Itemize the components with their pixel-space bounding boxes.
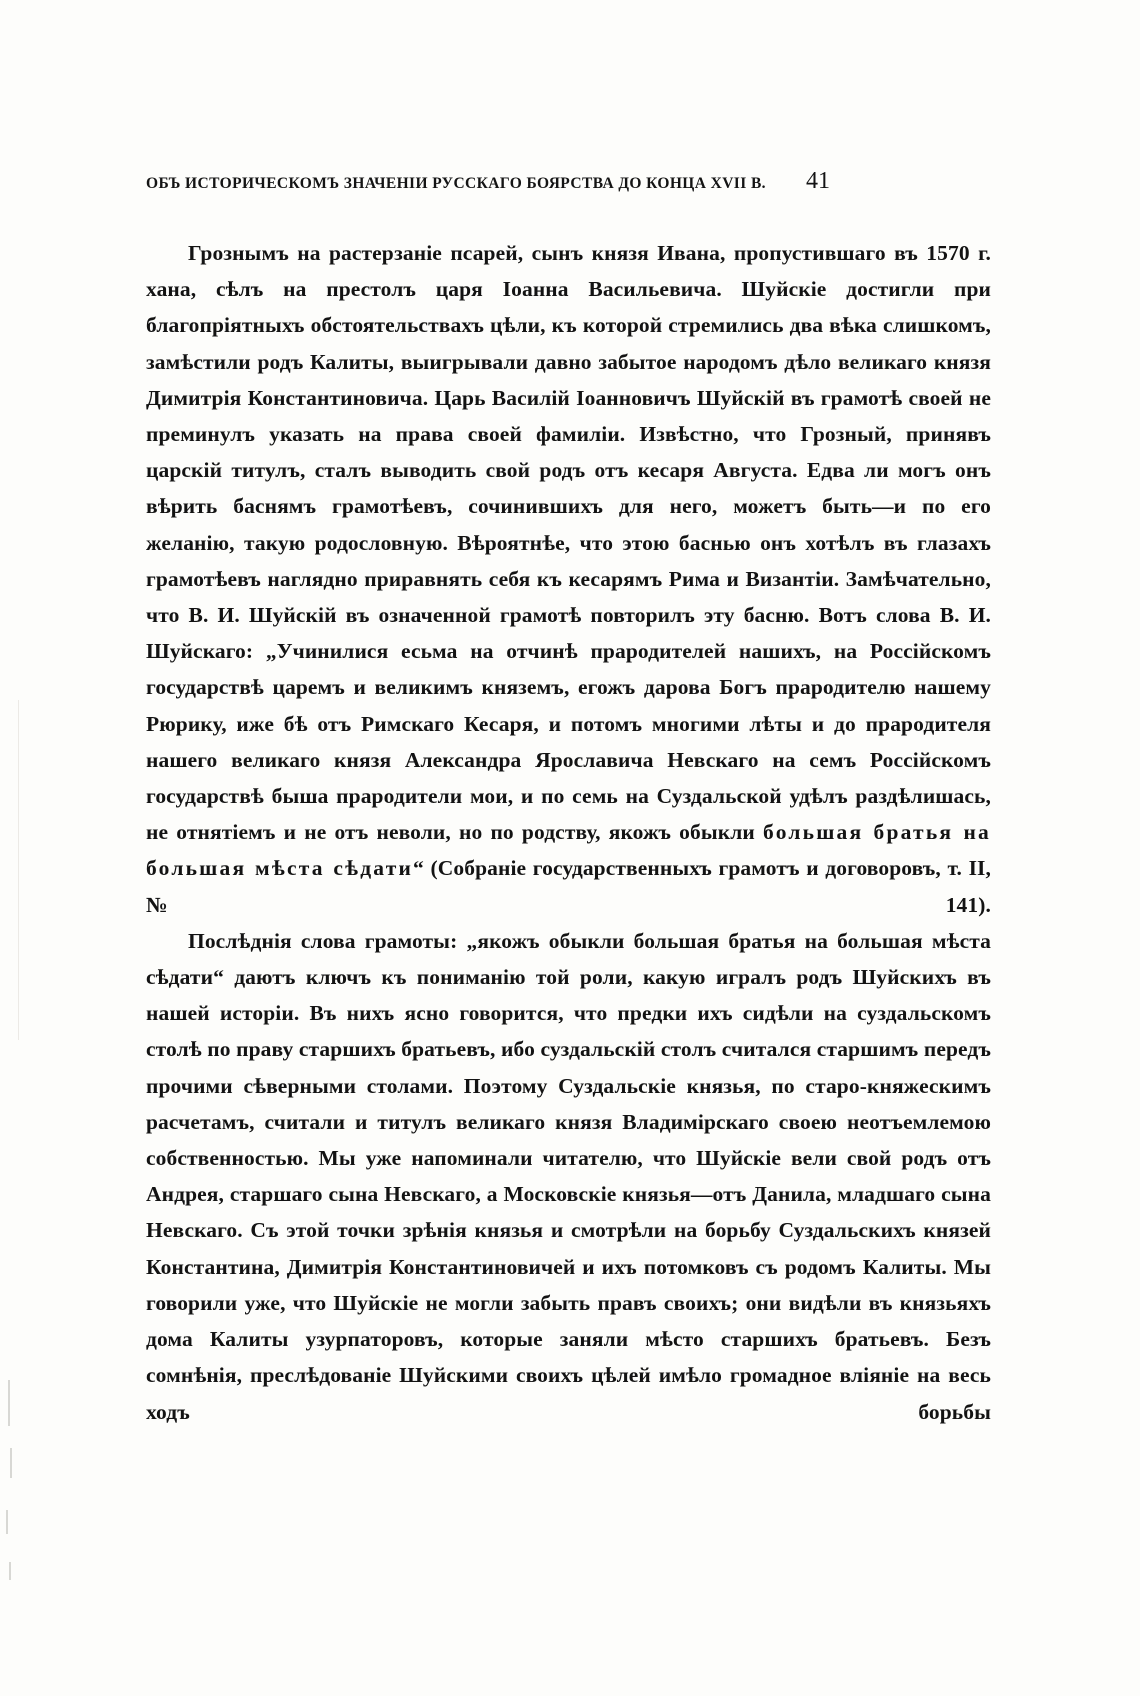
- running-head-title: ОБЪ ИСТОРИЧЕСКОМЪ ЗНАЧЕНІИ РУССКАГО БОЯРСТВА ДО КОНЦА XVII В.: [146, 175, 766, 192]
- scan-artifact: [8, 1380, 10, 1426]
- page-text-block: [146, 168, 991, 1430]
- paragraph-1-text: Грознымъ на растерзаніе псарей, сынъ князя Ивана, пропустившаго въ 1570 г. хана, сѣлъ на престолъ царя Іоанна Васильевича. Шуйскіе достигли при благопріятныхъ обстоятельствахъ цѣли, къ которой стремились два вѣка слишкомъ, замѣстили родъ Калиты, выигрывали давно забытое народомъ дѣло великаго князя Димитрія Константиновича. Царь Василій Іоанновичъ Шуйскій въ грамотѣ своей не преминулъ указать на права своей фамиліи. Извѣстно, что Грозный, принявъ царскій титулъ, сталъ выводить свой родъ отъ кесаря Августа. Едва ли могъ онъ вѣрить баснямъ грамотѣевъ, сочинившихъ для него, можетъ быть—и по его желанію, такую родословную. Вѣроятнѣе, что этою баснью онъ хотѣлъ въ глазахъ грамотѣевъ наглядно приравнять себя къ кесарямъ Рима и Византіи. Замѣчательно, что В. И. Шуйскій въ означенной грамотѣ повторилъ эту басню. Вотъ слова В. И. Шуйскаго: „Учинилися есьма на отчинѣ прародителей нашихъ, на Россійскомъ государствѣ царемъ и великимъ княземъ, егожъ дарова Богъ прародителю нашему Рюрику, иже бѣ отъ Римскаго Кесаря, и потомъ многими лѣты и до прародителя нашего великаго князя Александра Ярославича Невскаго на семъ Россійскомъ государствѣ быша прародители мои, и по семь на Суздальской удѣлъ раздѣлишась, не отнятіемъ и не отъ неволи, но по родству, якожъ обыкли: [146, 241, 991, 845]
- scan-artifact: [6, 1510, 8, 1534]
- paragraph-1: [146, 235, 991, 923]
- running-head: [146, 168, 991, 195]
- scan-artifact: [10, 1448, 12, 1478]
- paragraph-1-tail: “ (Собраніе государственныхъ грамотъ и договоровъ, т. II, № 141).: [146, 856, 991, 917]
- scan-artifact: [9, 1562, 11, 1580]
- page-number: 41: [805, 168, 830, 194]
- paragraph-1-spaced-quote: большая братья на большая мѣста сѣдати: [146, 820, 991, 881]
- paragraph-2: Послѣднія слова грамоты: „якожъ обыкли большая братья на большая мѣста сѣдати“ даютъ ключъ къ пониманію той роли, какую игралъ родъ Шуйскихъ въ нашей исторіи. Въ нихъ ясно говорится, что предки ихъ сидѣли на суздальскомъ столѣ по праву старшихъ братьевъ, ибо суздальскій столъ считался старшимъ передъ прочими сѣверными столами. Поэтому Суздальскіе князья, по старо-княжескимъ расчетамъ, считали и титулъ великаго князя Владимірскаго своею неотъемлемою собственностью. Мы уже напоминали читателю, что Шуйскіе вели свой родъ отъ Андрея, старшаго сына Невскаго, а Московскіе князья—отъ Данила, младшаго сына Невскаго. Съ этой точки зрѣнія князья и смотрѣли на борьбу Суздальскихъ князей Константина, Димитрія Константиновичей и ихъ потомковъ съ родомъ Калиты. Мы говорили уже, что Шуйскіе не могли забыть правъ своихъ; они видѣли въ князьяхъ дома Калиты узурпаторовъ, которые заняли мѣсто старшихъ братьевъ. Безъ сомнѣнія, преслѣдованіе Шуйскими своихъ цѣлей имѣло громадное вліяніе на весь ходъ борьбы: [146, 928, 991, 1424]
- scan-artifact: [18, 700, 19, 1040]
